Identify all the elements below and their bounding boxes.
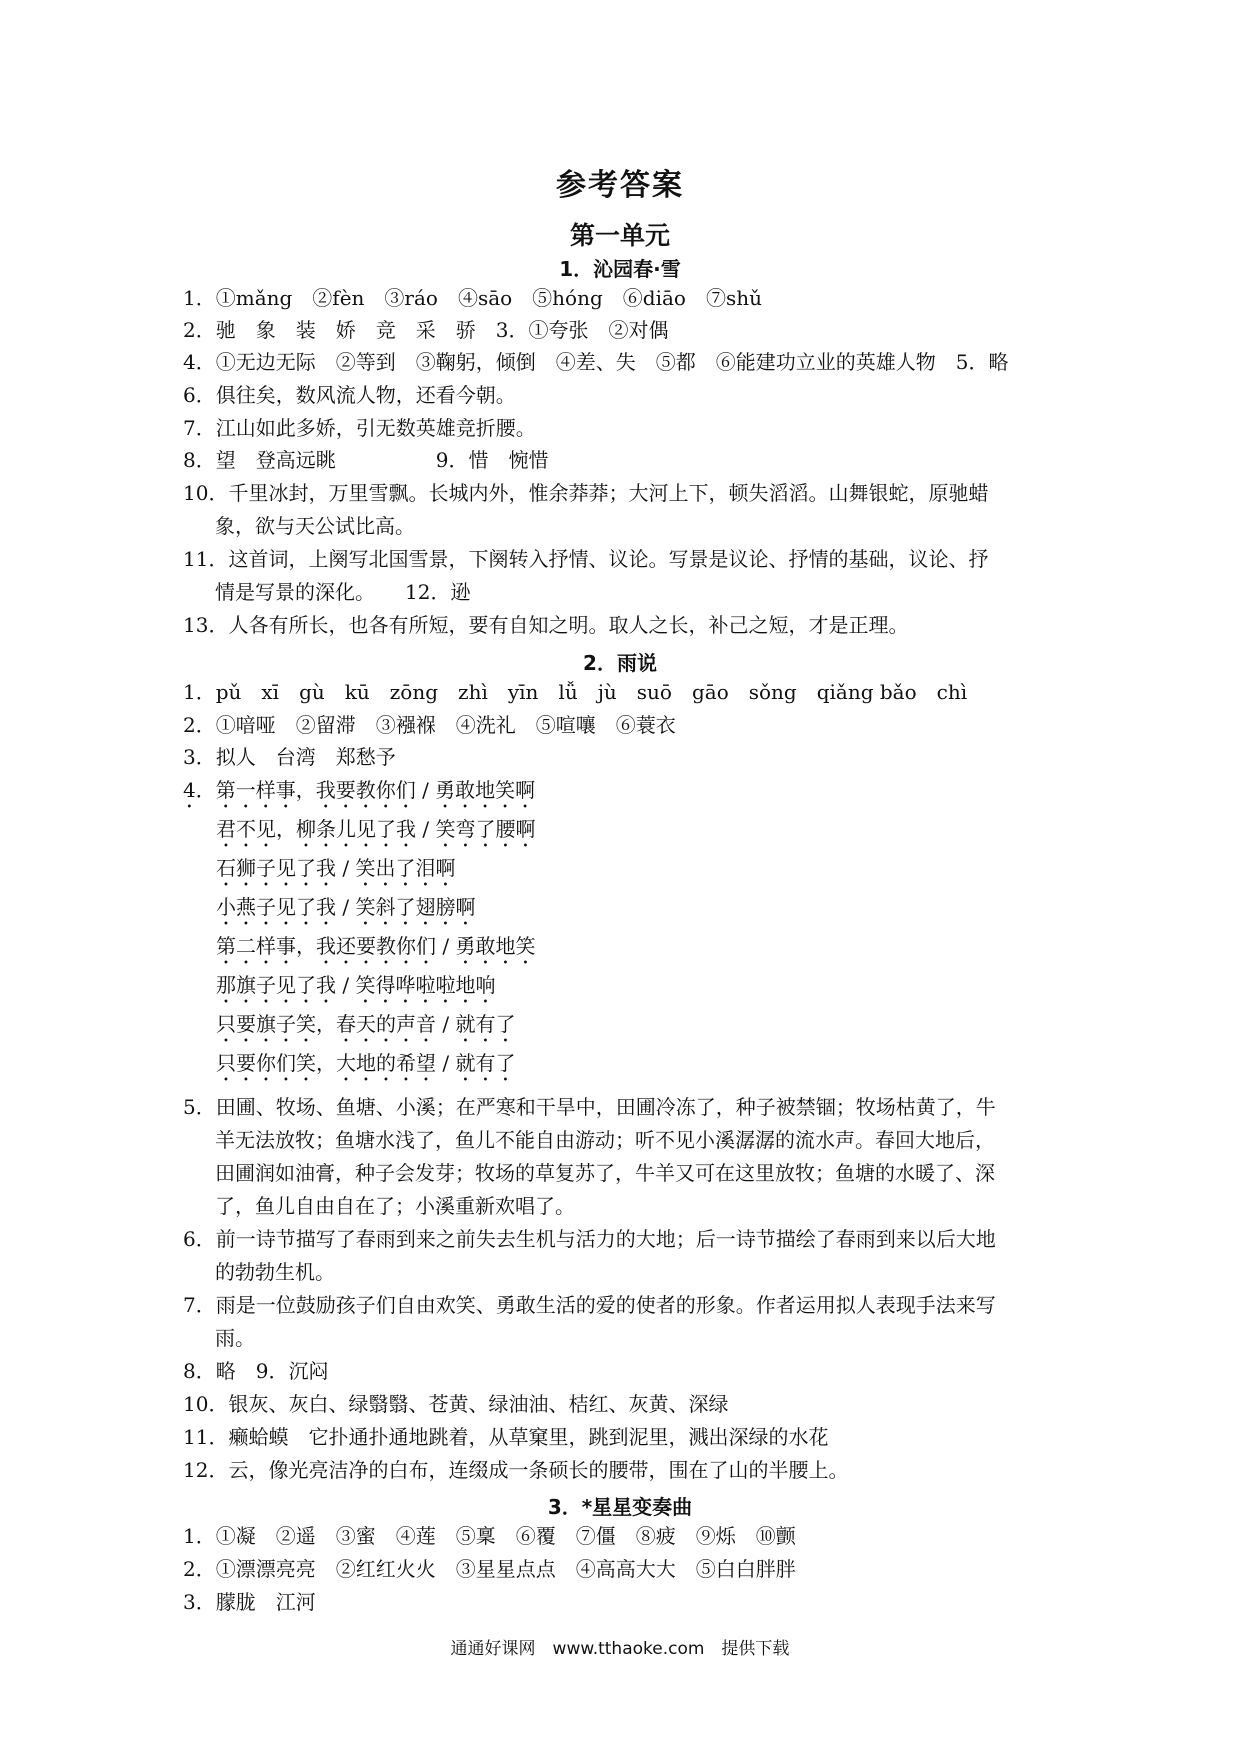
page-footer: 通通好课网 www.tthaoke.com 提供下载: [450, 1639, 790, 1659]
answer-line: 8．略 9．沉闷: [183, 1359, 329, 1383]
poem-rhythm-line: 那旗子见了我 / 笑得哗啦啦地响: [216, 973, 496, 997]
answer-line: 11．癞蛤蟆 它扑通扑通地跳着，从草窠里，跳到泥里，溅出深绿的水花: [183, 1425, 829, 1449]
answer-line: 3．朦胧 江河: [183, 1590, 316, 1614]
answer-line: 情是写景的深化。 12．逊: [215, 580, 471, 604]
poem-rhythm-line: 只要你们笑，大地的希望 / 就有了: [216, 1051, 516, 1075]
answer-line: 羊无法放牧；鱼塘水浅了，鱼儿不能自由游动；听不见小溪潺潺的流水声。春回大地后，: [215, 1128, 995, 1152]
answer-line: 的勃勃生机。: [215, 1260, 335, 1284]
section-heading: 1．沁园春·雪: [559, 257, 681, 281]
poem-rhythm-line: 只要旗子笑，春天的声音 / 就有了: [216, 1012, 516, 1036]
answer-line: 6．俱往矣，数风流人物，还看今朝。: [183, 383, 516, 407]
poem-rhythm-line: 石狮子见了我 / 笑出了泪啊: [216, 856, 456, 880]
answer-line: 雨。: [215, 1326, 255, 1350]
answer-line: 12．云，像光亮洁净的白布，连缀成一条硕长的腰带，围在了山的半腰上。: [183, 1458, 849, 1482]
answer-line: 5．田圃、牧场、鱼塘、小溪；在严寒和干旱中，田圃冷冻了，种子被禁锢；牧场枯黄了，牛: [183, 1095, 996, 1119]
answer-line: 2．①漂漂亮亮 ②红红火火 ③星星点点 ④高高大大 ⑤白白胖胖: [183, 1557, 796, 1581]
page-title: 参考答案: [556, 168, 684, 203]
poem-rhythm-line: 小燕子见了我 / 笑斜了翅膀啊: [216, 895, 476, 919]
answer-line: 1．①mǎng ②fèn ③ráo ④sāo ⑤hóng ⑥diāo ⑦shǔ: [183, 286, 762, 310]
answer-line: 了，鱼儿自由自在了；小溪重新欢唱了。: [215, 1194, 575, 1218]
answer-line: 田圃润如油膏，种子会发芽；牧场的草复苏了，牛羊又可在这里放牧；鱼塘的水暖了、深: [215, 1161, 995, 1185]
unit-title: 第一单元: [569, 221, 670, 250]
answer-line: 1．①凝 ②遥 ③蜜 ④莲 ⑤稟 ⑥覆 ⑦僵 ⑧疲 ⑨烁 ⑩颤: [183, 1524, 796, 1548]
answer-line: 8．望 登高远眺 9．惜 惋惜: [183, 448, 549, 472]
poem-rhythm-line: 第二样事，我还要教你们 / 勇敢地笑: [216, 934, 536, 958]
answer-line: 11．这首词，上阕写北国雪景，下阕转入抒情、议论。写景是议论、抒情的基础，议论、抒: [183, 547, 989, 571]
section-heading: 2．雨说: [583, 651, 657, 675]
answer-line: 象，欲与天公试比高。: [215, 514, 415, 538]
answer-line: 10．银灰、灰白、绿翳翳、苍黄、绿油油、桔红、灰黄、深绿: [183, 1392, 729, 1416]
answer-line: 13．人各有所长，也各有所短，要有自知之明。取人之长，补己之短，才是正理。: [183, 613, 909, 637]
answer-line: 2．驰 象 装 娇 竞 采 骄 3．①夸张 ②对偶: [183, 318, 669, 342]
answer-line: 4．①无边无际 ②等到 ③鞠躬，倾倒 ④差、失 ⑤都 ⑥能建功立业的英雄人物 5．略: [183, 350, 1009, 374]
answer-line: 7．雨是一位鼓励孩子们自由欢笑、勇敢生活的爱的使者的形象。作者运用拟人表现手法来写: [183, 1293, 996, 1317]
poem-rhythm-line: 君不见，柳条儿见了我 / 笑弯了腰啊: [216, 817, 536, 841]
answer-line: 7．江山如此多娇，引无数英雄竞折腰。: [183, 416, 536, 440]
answer-line: 1．pǔ xī gù kū zōng zhì yīn lǚ jù suō gāo sǒng qiǎng bǎo chì: [183, 680, 968, 704]
answer-line: 3．拟人 台湾 郑愁予: [183, 745, 396, 769]
section-heading: 3．*星星变奏曲: [547, 1495, 693, 1519]
answer-line: 2．①喑哑 ②留滞 ③襁褓 ④洗礼 ⑤喧嚷 ⑥蓑衣: [183, 713, 676, 737]
answer-line: 10．千里冰封，万里雪飘。长城内外，惟余莽莽；大河上下，顿失滔滔。山舞银蛇，原驰蜡: [183, 481, 989, 505]
answer-line: 6．前一诗节描写了春雨到来之前失去生机与活力的大地；后一诗节描绘了春雨到来以后大地: [183, 1227, 996, 1251]
poem-rhythm-line: 4．第一样事，我要教你们 / 勇敢地笑啊: [183, 778, 536, 802]
